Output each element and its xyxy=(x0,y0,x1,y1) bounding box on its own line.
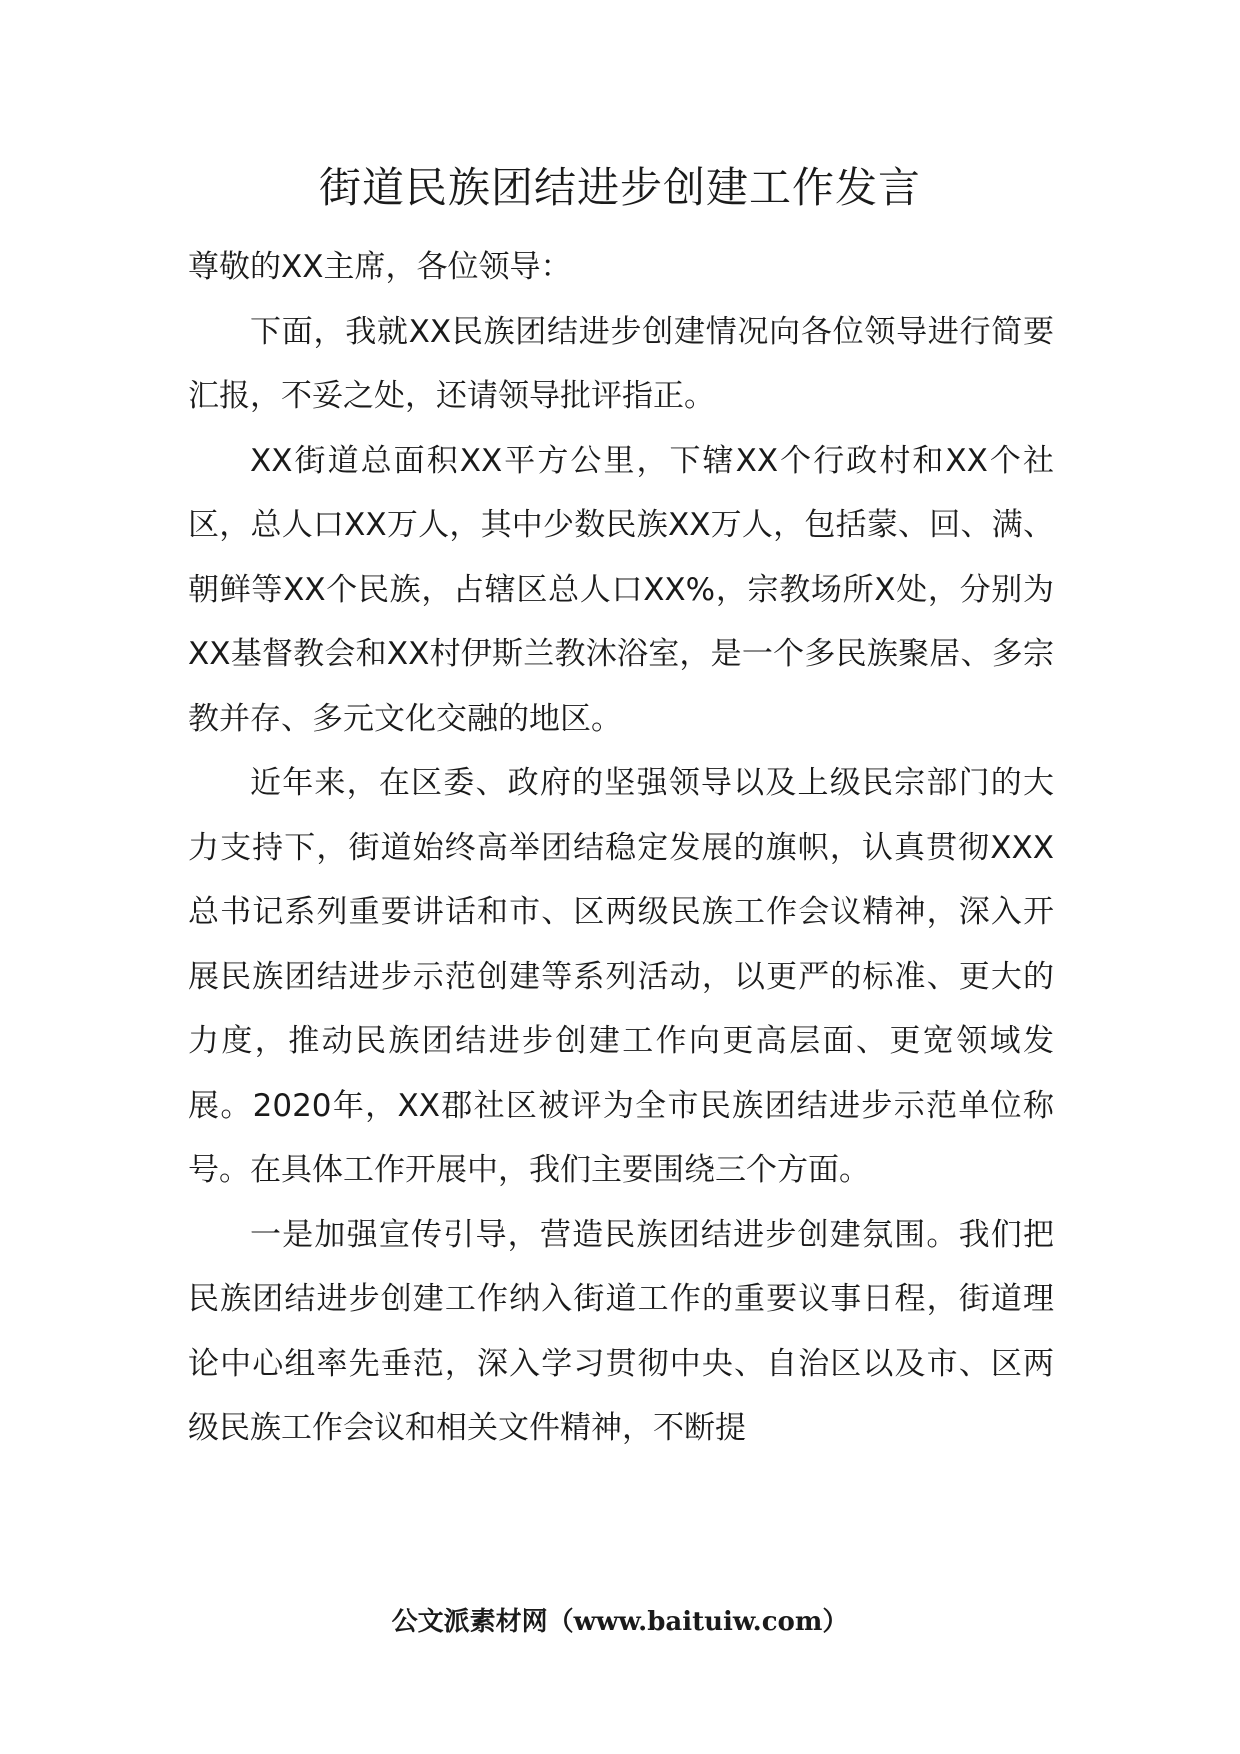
section-1-text: 我们把民族团结进步创建工作纳入街道工作的重要议事日程，街道理论中心组率先垂范，深入学习贯彻中央、自治区以及市、区两级民族工作会议和相关文件精神，不断提 xyxy=(188,1216,1055,1446)
paragraph-achievements: 近年来，在区委、政府的坚强领导以及上级民宗部门的大力支持下，街道始终高举团结稳定发展的旗帜，认真贯彻XXX总书记系列重要讲话和市、区两级民族工作会议精神，深入开展民族团结进步示范创建等系列活动，以更严的标准、更大的力度，推动民族团结进步创建工作向更高层面、更宽领域发展。2020年，XX郡社区被评为全市民族团结进步示范单位称号。在具体工作开展中，我们主要围绕三个方面。 xyxy=(188,765,1054,1188)
document-body xyxy=(188,235,1054,1461)
paragraph-overview: XX街道总面积XX平方公里，下辖XX个行政村和XX个社区，总人口XX万人，其中少数民族XX万人，包括蒙、回、满、朝鲜等XX个民族，占辖区总人口XX%，宗教场所X处，分别为XX基督教会和XX村伊斯兰教沐浴室，是一个多民族聚居、多宗教并存、多元文化交融的地区。 xyxy=(188,442,1054,737)
salutation: 尊敬的XX主席，各位领导： xyxy=(188,249,572,285)
document-title: 街道民族团结进步创建工作发言 xyxy=(318,163,921,212)
paragraph-section-1 xyxy=(188,1203,1054,1461)
paragraph-intro: 下面，我就XX民族团结进步创建情况向各位领导进行简要汇报，不妥之处，还请领导批评指正。 xyxy=(188,313,1054,414)
section-1-heading: 一是加强宣传引导，营造民族团结进步创建氛围。 xyxy=(250,1216,959,1253)
footer-watermark: 公文派素材网（www.baituiw.com） xyxy=(391,1607,849,1637)
